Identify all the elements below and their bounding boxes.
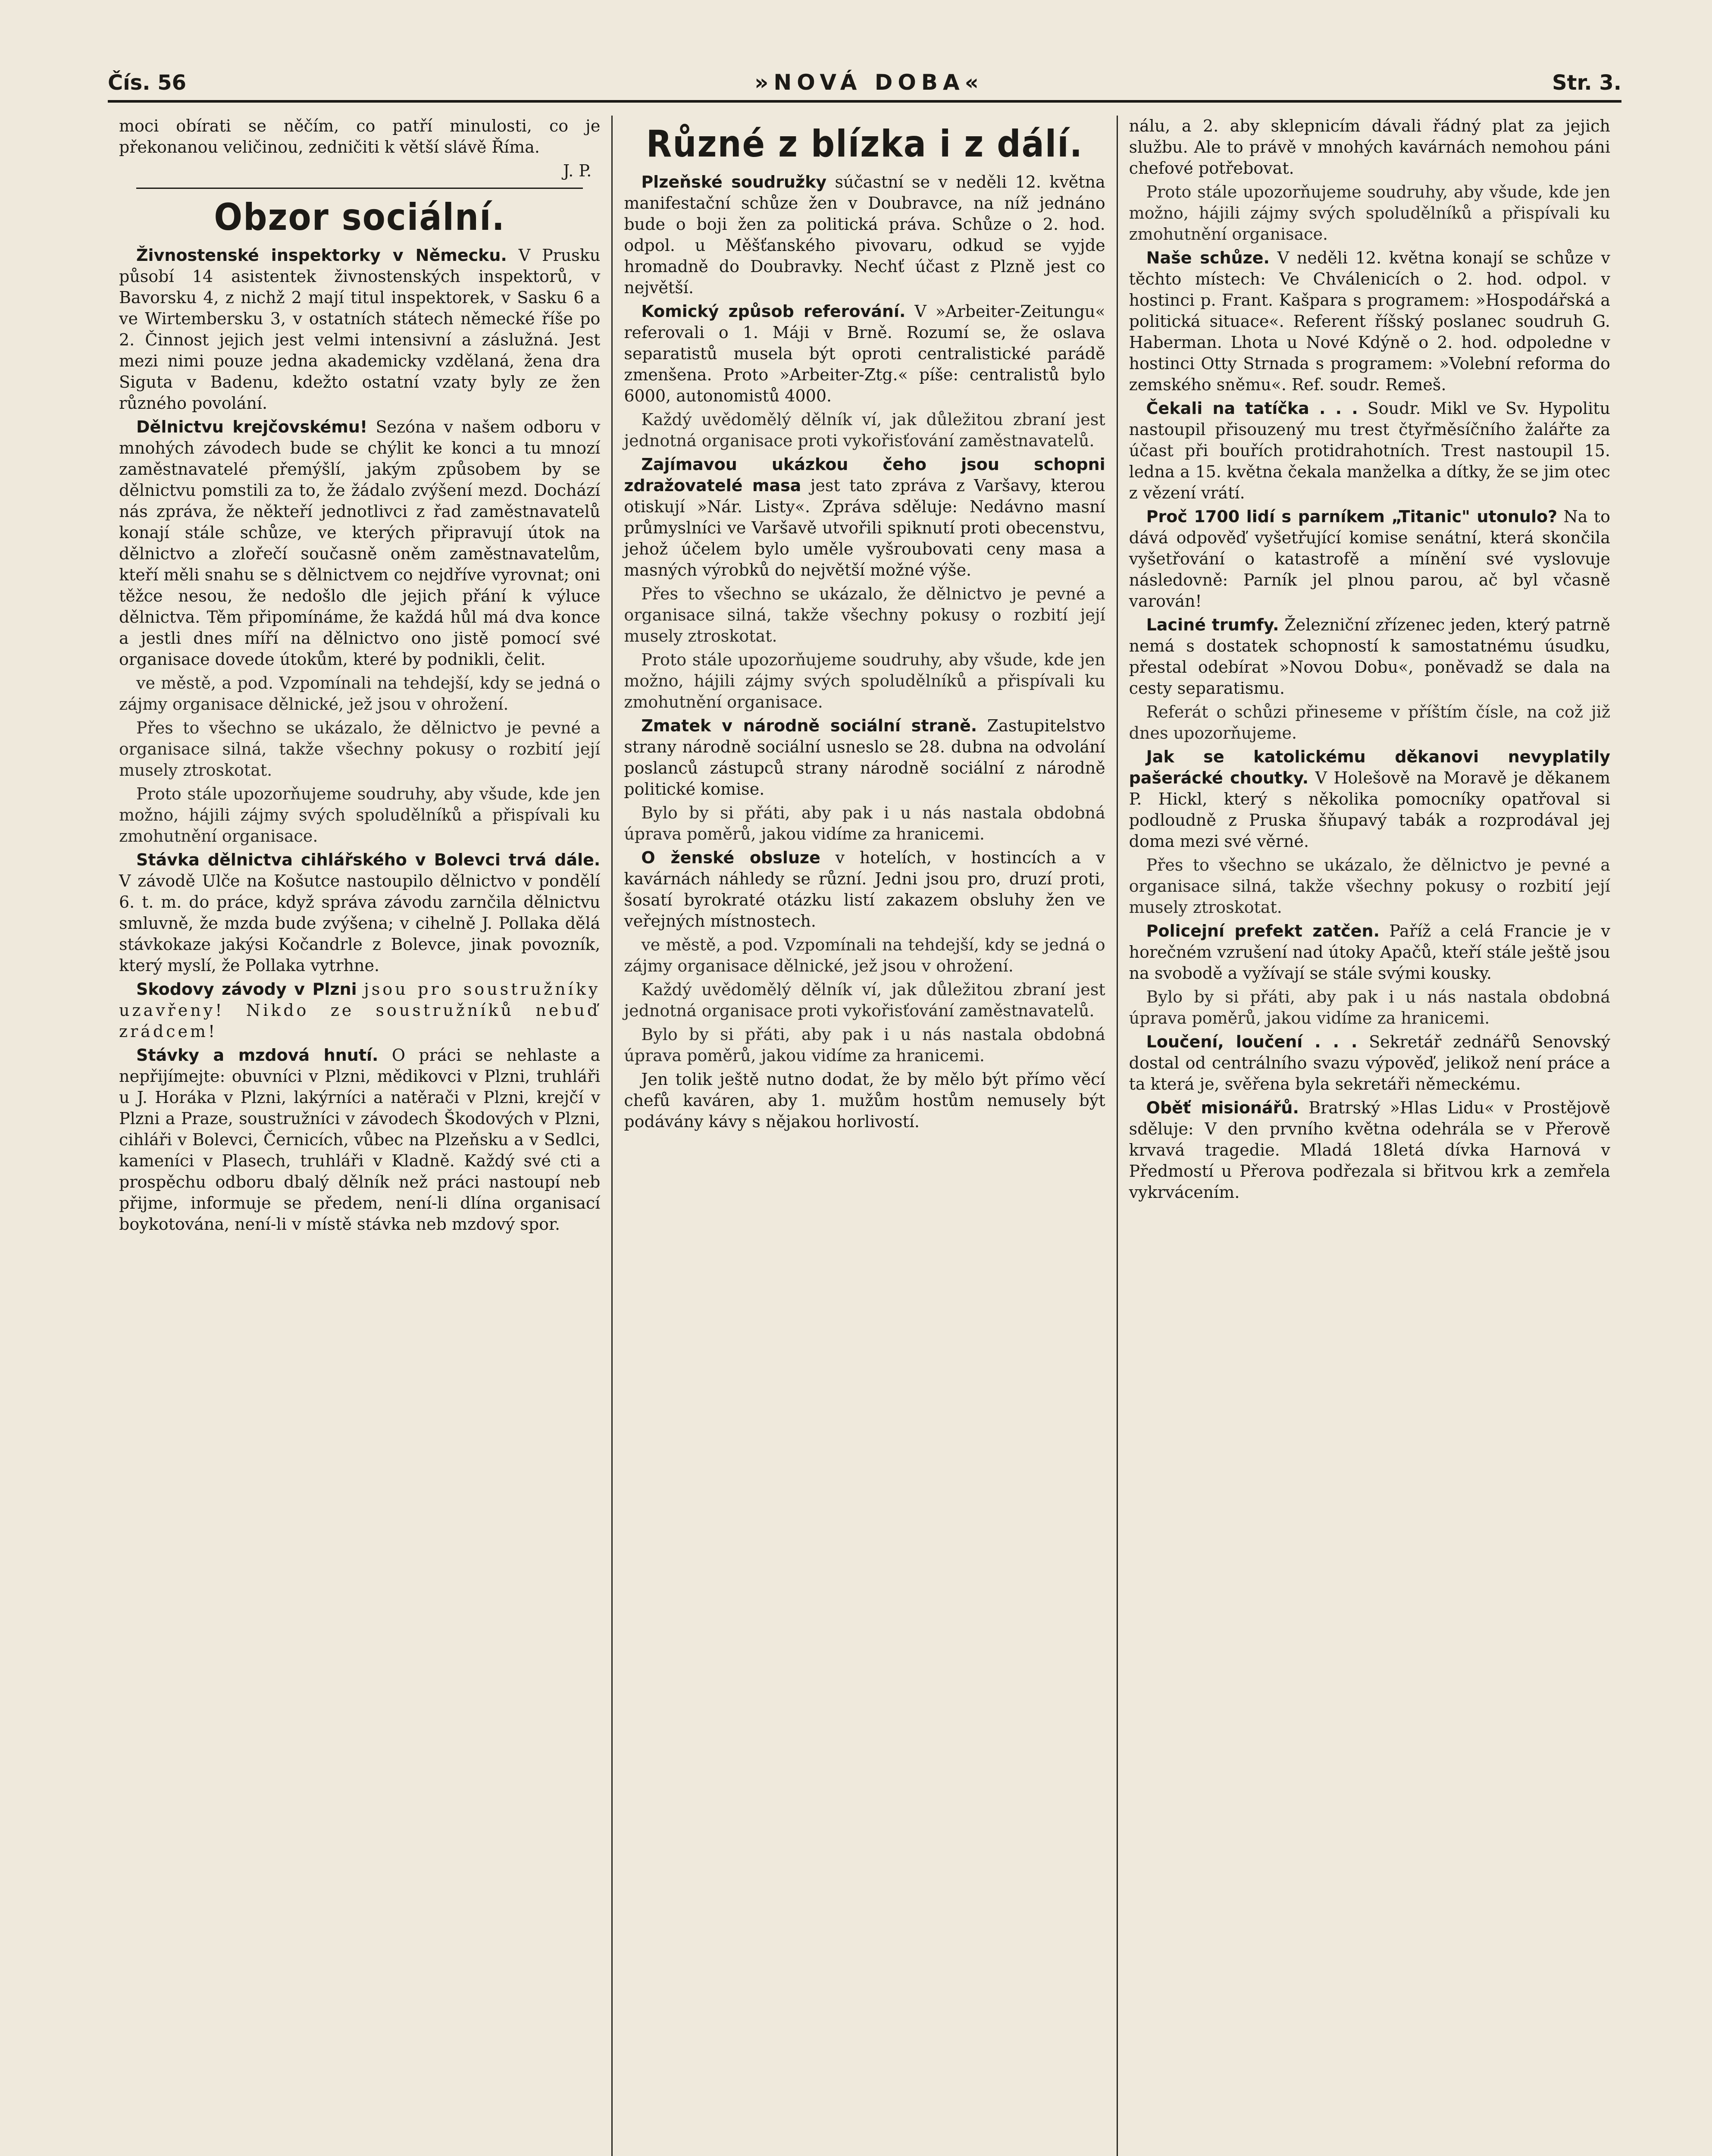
article-paragraph: Laciné trumfy. Železniční zřízenec jeden, který patrně nemá s dostatek schopností k samostatnému úsudku, přestal odebírat »Novou Dobu«, poněvadž se dala na cesty separatismu.: [1129, 615, 1610, 698]
article-heading: Laciné trumfy.: [1146, 615, 1279, 634]
filler-text: Přes to všechno se ukázalo, že dělnictvo je pevné a organisace silná, takže všechny pokusy o rozbití její musely ztroskotat.: [1129, 856, 1610, 917]
article-paragraph: Naše schůze. V neděli 12. května konají se schůze v těchto místech: Ve Chválenicích o 2. hod. odpol. v hostinci p. Frant. Kašpara s programem: »Hospodářská a politická situace«. Referent říšský poslanec soudruh G. Haberman. Lhota u Nové Kdýně o 2. hod. odpoledne v hostinci Otty Strnada s programem: »Volební reforma do zemského sněmu«. Ref. soudr. Remeš.: [1129, 248, 1610, 394]
masthead: [108, 60, 1621, 103]
filler-text: Bylo by si přáti, aby pak i u nás nastala obdobná úprava poměrů, jakou vidíme za hranicemi.: [624, 803, 1105, 843]
article-heading: Zmatek v národně sociální straně.: [641, 716, 977, 735]
article-paragraph: Oběť misionářů. Bratrský »Hlas Lidu« v Prostějově sděluje: V den prvního května odehrála se v Přerově krvavá tragedie. Mladá 18letá dívka Harnová v Předmostí u Přerova podřezala si břitvou krk a zemřela vykrvácením.: [1129, 1098, 1610, 1202]
article-heading: Proč 1700 lidí s parníkem „Titanic" utonulo?: [1146, 507, 1558, 526]
column-left: [108, 116, 613, 2156]
article-paragraph: Živnostenské inspektorky v Německu. V Prusku působí 14 asistentek živnostenských inspektorů, v Bavorsku 4, z nichž 2 mají titul inspektorek, v Sasku 6 a ve Wirtembersku 3, v ostatních státech německé říše po 2. Činnost jejich jest velmi intensivní a záslužná. Jest mezi nimi pouze jedna akademicky vzdělaná, žena dra Siguta v Badenu, kdežto ostatní vzaty byly ze žen různého povolání.: [119, 246, 601, 413]
article-heading: Komický způsob referování.: [641, 302, 906, 321]
article-heading: Dělnictvu krejčovskému!: [136, 417, 368, 436]
page-number: Str. 3.: [1552, 71, 1621, 95]
article-heading: Čekali na tatíčka . . .: [1146, 399, 1358, 418]
column-middle: [613, 116, 1117, 2156]
filler-text: Bylo by si přáti, aby pak i u nás nastala obdobná úprava poměrů, jakou vidíme za hranicemi.: [1129, 987, 1610, 1028]
column-right: [1118, 116, 1621, 2156]
article-paragraph: Jen tolik ještě nutno dodat, že by mělo být přímo věcí chefů kaváren, aby 1. mužům hostům nemusely být podávány kávy s nějakou horlivostí.: [624, 1070, 1105, 1131]
article-paragraph: Jak se katolickému děkanovi nevyplatily pašerácké choutky. V Holešově na Moravě je děkanem P. Hickl, který s několika pomocníky opatřoval si podloudně z Pruska šňupavý tabák a rozprodával jej doma mezi své věrné.: [1129, 747, 1610, 851]
article-heading: Oběť misionářů.: [1146, 1098, 1299, 1117]
article-heading: Skodovy závody v Plzni: [136, 980, 357, 999]
article-heading: Živnostenské inspektorky v Německu.: [136, 246, 507, 265]
article-heading: Loučení, loučení . . .: [1146, 1032, 1358, 1051]
article-paragraph: Dělnictvu krejčovskému! Sezóna v našem odboru v mnohých závodech bude se chýlit ke konci a tu mnozí zaměstnavatelé přemýšlí, jakým způsobem by se dělnictvu pomstili za to, že žádalo zvýšení mezd. Dochází nás zpráva, že někteří jednotlivci z řad zaměstnavatelů konají stále schůze, ve kterých připravují útok na dělnictvo a zlořečí současně oněm zaměstnavatelům, kteří měli snahu se s dělnictvem co nejdříve vyrovnat; oni těžce nesou, že nedošlo dle jejich přání k výluce dělnictva. Těm připomínáme, že každá hůl má dva konce a jestli dnes míří na dělnictvo ono jistě pomocí své organisace dovede útokům, které by podnikli, čelit.: [119, 417, 601, 669]
newspaper-title: »NOVÁ DOBA«: [754, 70, 984, 95]
filler-text: Přes to všechno se ukázalo, že dělnictvo je pevné a organisace silná, takže všechny pokusy o rozbití její musely ztroskotat. Proto stále upozorňujeme soudruhy, aby všude, kde jen možno, hájili zájmy svých spoludělníků a přispívali ku zmohutnění organisace.: [624, 584, 1105, 711]
section-title-news: Různé z blízka i z dálí.: [646, 122, 1083, 166]
filler-text: ve městě, a pod. Vzpomínali na tehdejší, kdy se jedná o zájmy organisace dělnické, jež jsou v ohrožení. Každý uvědomělý dělník ví, jak důležitou zbraní jest jednotná organisace proti vykořisťování zaměstnavatelů. Bylo by si přáti, aby pak i u nás nastala obdobná úprava poměrů, jakou vidíme za hranicemi.: [624, 935, 1105, 1065]
article-paragraph: O ženské obsluze v hotelích, v hostincích a v kavárnách náhledy se různí. Jedni jsou pro, druzí proti, šosatí byrokraté otázku listí zakazem obsluhy žen ve veřejných místnostech.: [624, 848, 1105, 931]
divider: [136, 188, 583, 189]
article-heading: Policejní prefekt zatčen.: [1146, 921, 1380, 940]
article-paragraph: Skodovy závody v Plzni jsou pro soustružníky uzavřeny! Nikdo ze soustružníků nebuď zrádcem!: [119, 980, 601, 1041]
article-paragraph: Zmatek v národně sociální straně. Zastupitelstvo strany národně sociální usneslo se 28. dubna na odvolání poslanců zástupců strany národně sociální z národně politické komise.: [624, 716, 1105, 799]
article-paragraph: Proč 1700 lidí s parníkem „Titanic" utonulo? Na to dává odpověď vyšetřující komise senátní, která skončila vyšetřování o katastrofě a mínění své vyslovuje následovně: Parník jel plnou parou, ač byl včasně varován!: [1129, 507, 1610, 611]
issue-number: Čís. 56: [108, 71, 186, 95]
filler-text: Každý uvědomělý dělník ví, jak důležitou zbraní jest jednotná organisace proti vykořisťování zaměstnavatelů.: [624, 410, 1105, 450]
article-heading: Jak se katolickému děkanovi nevyplatily pašerácké choutky.: [1129, 747, 1610, 787]
intro-paragraph: nálu, a 2. aby sklepnicím dávali řádný plat za jejich službu. Ale to právě v mnohých kavárnách nemohou páni chefové potřebovat.: [1129, 116, 1610, 178]
article-heading: Plzeňské soudružky: [641, 172, 827, 191]
article-heading: Stávky a mzdová hnutí.: [136, 1046, 379, 1065]
article-heading: O ženské obsluze: [641, 848, 820, 867]
article-paragraph: Komický způsob referování. V »Arbeiter-Zeitungu« referovali o 1. Máji v Brně. Rozumí se, že oslava separatistů musela být oproti centralistické parádě zmenšena. Proto »Arbeiter-Ztg.« píše: centralistů bylo 6000, autonomistů 4000.: [624, 302, 1105, 405]
article-heading: Stávka dělnictva cihlářského v Bolevci trvá dále.: [136, 850, 601, 869]
article-paragraph: Stávky a mzdová hnutí. O práci se nehlaste a nepřijímejte: obuvníci v Plzni, mědikovci v Plzni, truhláři u J. Horáka v Plzni, lakýrníci a natěrači v Plzni, krejčí v Plzni a Praze, soustružníci v závodech Škodových v Plzni, cihláři v Bolevci, Černicích, vůbec na Plzeňsku a v Sedlci, kameníci v Plasech, truhláři v Kladně. Každý své cti a prospěchu odboru dbalý dělník než práci nastoupí neb přijme, informuje se předem, není-li dlína organisací boykotována, není-li v místě stávka neb mzdový spor.: [119, 1046, 601, 1234]
section-title-social: Obzor sociální.: [214, 196, 505, 239]
article-columns: [108, 116, 1621, 2156]
article-paragraph: Čekali na tatíčka . . . Soudr. Mikl ve Sv. Hypolitu nastoupil přisouzený mu trest čtyřměsíčního žalářte za účast při bouřích protidrahotních. Trest nastoupil 15. ledna a 15. května čekala manželka a dítky, že se jim otec z vězení vrátí.: [1129, 399, 1610, 502]
author-signature: J. P.: [563, 161, 592, 180]
intro-paragraph: moci obírati se něčím, co patří minulosti, co je překonanou veličinou, zedničiti k větší slávě Říma.: [119, 116, 601, 157]
filler-text: ve městě, a pod. Vzpomínali na tehdejší, kdy se jedná o zájmy organisace dělnické, jež jsou v ohrožení. Přes to všechno se ukázalo, že dělnictvo je pevné a organisace silná, takže všechny pokusy o rozbití její musely ztroskotat. Proto stále upozorňujeme soudruhy, aby všude, kde jen možno, hájili zájmy svých spoludělníků a přispívali ku zmohutnění organisace.: [119, 674, 601, 846]
article-paragraph: Policejní prefekt zatčen. Paříž a celá Francie je v horečném vzrušení nad útoky Apačů, kteří stále ještě jsou na svobodě a vyžívají se stále svými kousky.: [1129, 921, 1610, 983]
filler-text: Proto stále upozorňujeme soudruhy, aby všude, kde jen možno, hájili zájmy svých spoludělníků a přispívali ku zmohutnění organisace.: [1129, 182, 1610, 244]
article-paragraph: Plzeňské soudružky súčastní se v neděli 12. května manifestační schůze žen v Doubravce, na níž jednáno bude o boji žen za politická práva. Schůze o 2. hod. odpol. u Měšťanského pivovaru, odkud se vyjde hromadně do Doubravky. Nechť účast z Plzně jest co největší.: [624, 172, 1105, 297]
article-heading: Naše schůze.: [1146, 248, 1270, 267]
article-paragraph: Loučení, loučení . . . Sekretář zednářů Senovský dostal od centrálního svazu výpověď, jelikož není práce a ta která je, svěřena byla sekretáři německému.: [1129, 1032, 1610, 1094]
article-paragraph: Stávka dělnictva cihlářského v Bolevci trvá dále. V závodě Ulče na Košutce nastoupilo dělnictvo v pondělí 6. t. m. do práce, když správa závodu zarnčila dělnictvu smluvně, že mzda bude zvýšena; v cihelně J. Pollaka dělá stávkokaze jakýsi Kočandrle z Bolevce, jinak povozník, který myslí, že Pollaka vytrhne.: [119, 850, 601, 975]
article-paragraph: Zajímavou ukázkou čeho jsou schopni zdražovatelé masa jest tato zpráva z Varšavy, kterou otiskují »Nár. Listy«. Zpráva sděluje: Nedávno masní průmyslníci ve Varšavě utvořili spiknutí proti obecenstvu, jehož účelem bylo uměle vyšroubovati ceny masa a masných výrobků do největší možné výše.: [624, 455, 1105, 580]
filler-text: Referát o schůzi přineseme v příštím čísle, na což již dnes upozorňujeme.: [1129, 702, 1610, 743]
article-heading: Zajímavou ukázkou čeho jsou schopni zdražovatelé masa: [624, 455, 1105, 495]
